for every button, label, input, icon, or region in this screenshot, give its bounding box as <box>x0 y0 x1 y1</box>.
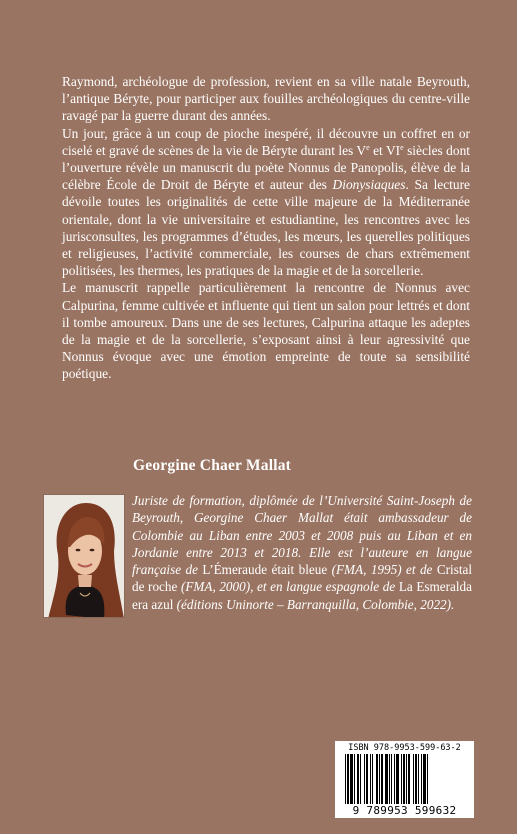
blurb-paragraph-1: Raymond, archéologue de profession, revient en sa ville natale Beyrouth, l’antique Béryte, pour participer aux fouilles archéologiques du centre-ville ravagé par la guerre durant des années. <box>62 74 470 124</box>
author-portrait-photo <box>43 494 125 618</box>
book-title-cristal: Cristal de roche <box>132 562 473 595</box>
book-title-dionysiaques: Dionysiaques <box>332 177 406 193</box>
isbn-barcode <box>335 741 474 818</box>
author-name: Georgine Chaer Mallat <box>133 457 292 474</box>
isbn-label: ISBN 978-9953-599-63-2 <box>348 743 461 753</box>
author-biography: Juriste de formation, diplômée de l’Université Saint-Joseph de Beyrouth, Georgine Chaer Mallat était ambassadeur de Colombie au Liban entre 2003 et 2008 puis au Liban et en Jordanie entre 2013 et 2018. Elle est l’auteure en langue française de L’Émeraude était bleue (FMA, 1995) et de Cristal de roche (FMA, 2000), et en langue espagnole de La Esmeralda era azul (éditions Uninorte – Barranquilla, Colombie, 2022). <box>132 493 473 612</box>
book-title-esmeralda: La Esmeralda era azul <box>132 579 472 612</box>
blurb-paragraph-2: Un jour, grâce à un coup de pioche inespéré, il découvre un coffret en or ciselé et gravé de scènes de la vie de Béryte durant les Ve et VIe siècles dont l’ouverture révèle un manuscrit du poète Nonnus de Panopolis, élève de la célèbre École de Droit de Béryte et auteur des Dionysiaques. Sa lecture dévoile toutes les originalités de cette ville majeure de la Méditerranée orientale, dont la vie universitaire et estudiantine, les rencontres avec les jurisconsultes, les programmes d’études, les mœurs, les querelles politiques et religieuses, l’activité commerciale, les courses de chars extrêmement politisées, les thermes, les pratiques de la magie et de la sorcellerie. <box>62 125 470 279</box>
book-title-emeraude: L’Émeraude était bleue <box>202 562 328 578</box>
blurb-paragraph-3: Le manuscrit rappelle particulièrement la rencontre de Nonnus avec Calpurina, femme cultivée et influente qui tient un salon pour lettrés et dont il tombe amoureux. Dans une de ses lectures, Calpurina attaque les adeptes de la magie et de la sorcellerie, s’exposant ainsi à leur agressivité que Nonnus évoque avec une émotion empreinte de toute sa sensibilité poétique. <box>62 280 470 382</box>
barcode-bars <box>345 754 467 804</box>
portrait-drawing <box>44 495 125 618</box>
back-cover-blurb <box>62 73 470 383</box>
ean-digits: 9 789953 599632 <box>352 804 457 817</box>
